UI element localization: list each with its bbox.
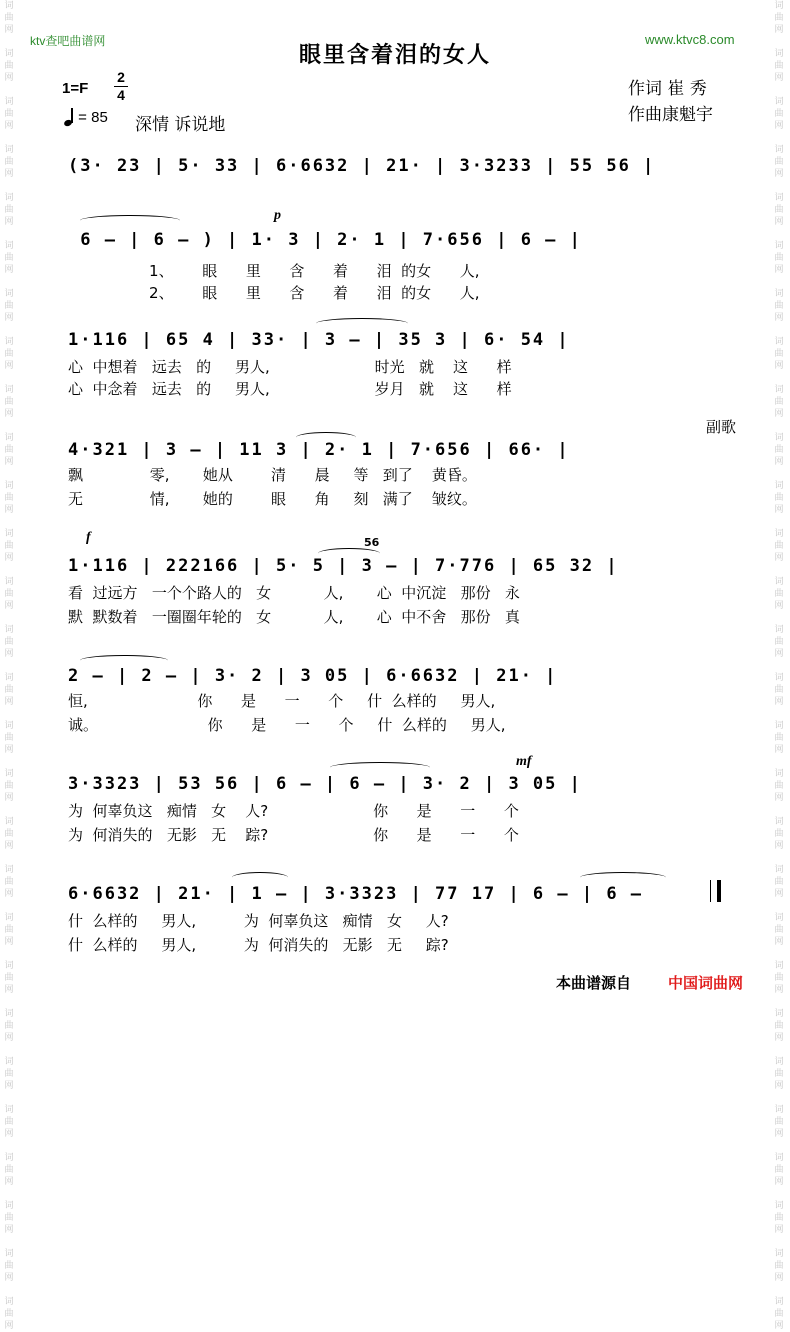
notation-line: 3·3323 | 53 56 | 6 — | 6 — | 3· 2 | 3 05 | [68, 774, 582, 794]
notation-line: (3· 23 | 5· 33 | 6·6632 | 21· | 3·3233 | 55 56 | [68, 156, 656, 176]
time-sig-top: 2 [117, 69, 125, 85]
system-7 [68, 774, 728, 874]
lyric-verse-2: 默 默数着 一圈圈年轮的 女 人, 心 中不舍 那份 真 [68, 608, 520, 626]
lyric-verse-2: 2、 眼 里 含 着 泪 的女 人, [68, 284, 480, 302]
time-sig-bottom: 4 [117, 87, 125, 103]
dynamic-mezzo-forte: mf [516, 754, 532, 769]
lyric-verse-1: 为 何辜负这 痴情 女 人? 你 是 一 个 [68, 802, 519, 820]
lyric-verse-1: 什 么样的 男人, 为 何辜负这 痴情 女 人? [68, 912, 449, 930]
lyric-verse-2: 为 何消失的 无影 无 踪? 你 是 一 个 [68, 826, 519, 844]
lyric-verse-2: 诚。 你 是 一 个 什 么样的 男人, [68, 716, 506, 734]
dynamic-forte: f [86, 530, 91, 545]
tempo-marking [64, 108, 108, 126]
watermark-left: 词 曲 网 词 曲 网 词 曲 网 词 曲 网 词 曲 网 词 曲 网 词 曲 网 词 曲 网 词 曲 网 词 曲 网 词 曲 网 词 曲 网 词 曲 网 词 曲 网 词 曲 网 词 曲 网 词 曲 网 词 曲 网 词 曲 网 词 曲 网 词 曲 网 词 曲 网 词 曲 网 词 曲 网 词 曲 网 词 曲 网 词 曲 网 词 曲 网 [4, 1, 14, 1331]
notation-line: 2 — | 2 — | 3· 2 | 3 05 | 6·6632 | 21· | [68, 666, 558, 686]
notation-line: 1·116 | 65 4 | 33· | 3 — | 35 3 | 6· 54 | [68, 330, 570, 350]
notation-line: 4·321 | 3 — | 11 3 | 2· 1 | 7·656 | 66· | [68, 440, 570, 460]
lyric-verse-1: 心 中想着 远去 的 男人, 时光 就 这 样 [68, 358, 512, 376]
tempo-value: = 85 [78, 109, 108, 126]
lyricist: 作词 崔 秀 [628, 79, 707, 99]
quarter-note-icon [64, 108, 74, 126]
final-barline [710, 880, 721, 902]
system-4 [68, 440, 728, 540]
lyric-verse-1: 飘 零, 她从 清 晨 等 到了 黄昏。 [68, 466, 477, 484]
site-right-label[interactable]: www.ktvc8.com [645, 32, 735, 47]
chorus-label: 副歌 [706, 418, 737, 436]
lyric-verse-1: 1、 眼 里 含 着 泪 的女 人, [68, 262, 480, 280]
lyric-verse-2: 心 中念着 远去 的 男人, 岁月 就 这 样 [68, 380, 512, 398]
system-6 [68, 666, 728, 766]
slur [80, 215, 180, 226]
grace-note: 56 [364, 536, 380, 549]
site-left-label[interactable]: ktv查吧曲谱网 [30, 34, 106, 48]
song-title: 眼里含着泪的女人 [298, 43, 491, 68]
dynamic-piano: p [274, 208, 281, 223]
notation-line: 6·6632 | 21· | 1 — | 3·3323 | 77 17 | 6 — | 6 — [68, 884, 644, 904]
system-2 [68, 230, 728, 330]
lyric-verse-2: 无 情, 她的 眼 角 刻 满了 皱纹。 [68, 490, 477, 508]
notation-line: 6 — | 6 — ) | 1· 3 | 2· 1 | 7·656 | 6 — | [68, 230, 582, 250]
lyric-verse-2: 什 么样的 男人, 为 何消失的 无影 无 踪? [68, 936, 449, 954]
watermark-right: 词 曲 网 词 曲 网 词 曲 网 词 曲 网 词 曲 网 词 曲 网 词 曲 网 词 曲 网 词 曲 网 词 曲 网 词 曲 网 词 曲 网 词 曲 网 词 曲 网 词 曲 网 词 曲 网 词 曲 网 词 曲 网 词 曲 网 词 曲 网 词 曲 网 词 曲 网 词 曲 网 词 曲 网 词 曲 网 词 曲 网 词 曲 网 词 曲 网 [774, 1, 784, 1331]
lyric-verse-1: 恒, 你 是 一 个 什 么样的 男人, [68, 692, 496, 710]
slur [580, 872, 666, 883]
slur [80, 655, 168, 666]
time-signature [114, 70, 128, 103]
composer: 作曲康魁宇 [628, 105, 713, 125]
source-site-link[interactable]: 中国词曲网 [668, 974, 744, 992]
source-credit: 本曲谱源自 [556, 974, 632, 992]
slur [330, 762, 430, 773]
slur [316, 318, 408, 329]
system-8 [68, 884, 728, 984]
lyric-verse-1: 看 过远方 一个个路人的 女 人, 心 中沉淀 那份 永 [68, 584, 520, 602]
key-signature: 1=F [62, 80, 89, 97]
system-3 [68, 330, 728, 430]
notation-line: 1·116 | 222166 | 5· 5 | 3 — | 7·776 | 65 32 | [68, 556, 619, 576]
slur [232, 872, 288, 883]
system-5 [68, 556, 728, 656]
expression-marking: 深情 诉说地 [135, 115, 226, 135]
